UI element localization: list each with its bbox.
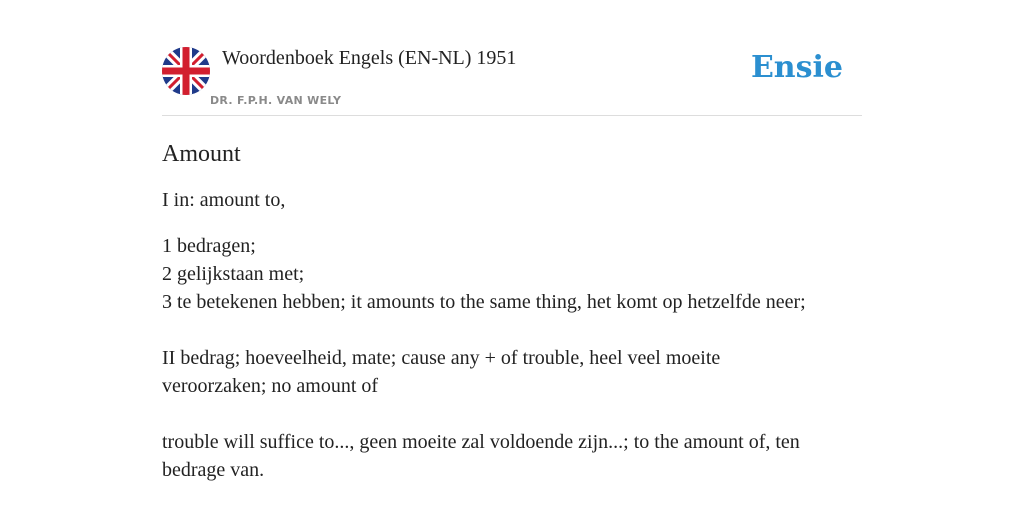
dictionary-author: DR. F.P.H. VAN WELY [210, 94, 342, 107]
entry-intro: I in: amount to, [162, 189, 286, 211]
definition-line: bedrage van. [162, 459, 265, 481]
entry-definitions [162, 232, 862, 484]
definition-line: II bedrag; hoeveelheid, mate; cause any + of trouble, heel veel moeite [162, 347, 721, 369]
ensie-logo-link[interactable]: Ensie [750, 50, 843, 85]
entry-content [162, 138, 862, 484]
blank-line [162, 316, 862, 344]
definition-line: veroorzaken; no amount of [162, 375, 379, 397]
definition-line: trouble will suffice to..., geen moeite zal voldoende zijn...; to the amount of, ten [162, 431, 800, 453]
dictionary-title[interactable]: Woordenboek Engels (EN-NL) 1951 [222, 47, 517, 69]
header [162, 46, 862, 116]
definition-line: 1 bedragen; [162, 235, 256, 257]
uk-flag-icon [162, 47, 210, 95]
definition-line: 3 te betekenen hebben; it amounts to the same thing, het komt op hetzelfde neer; [162, 291, 806, 313]
blank-line [162, 400, 862, 428]
entry-headword: Amount [162, 141, 241, 167]
definition-line: 2 gelijkstaan met; [162, 263, 305, 285]
